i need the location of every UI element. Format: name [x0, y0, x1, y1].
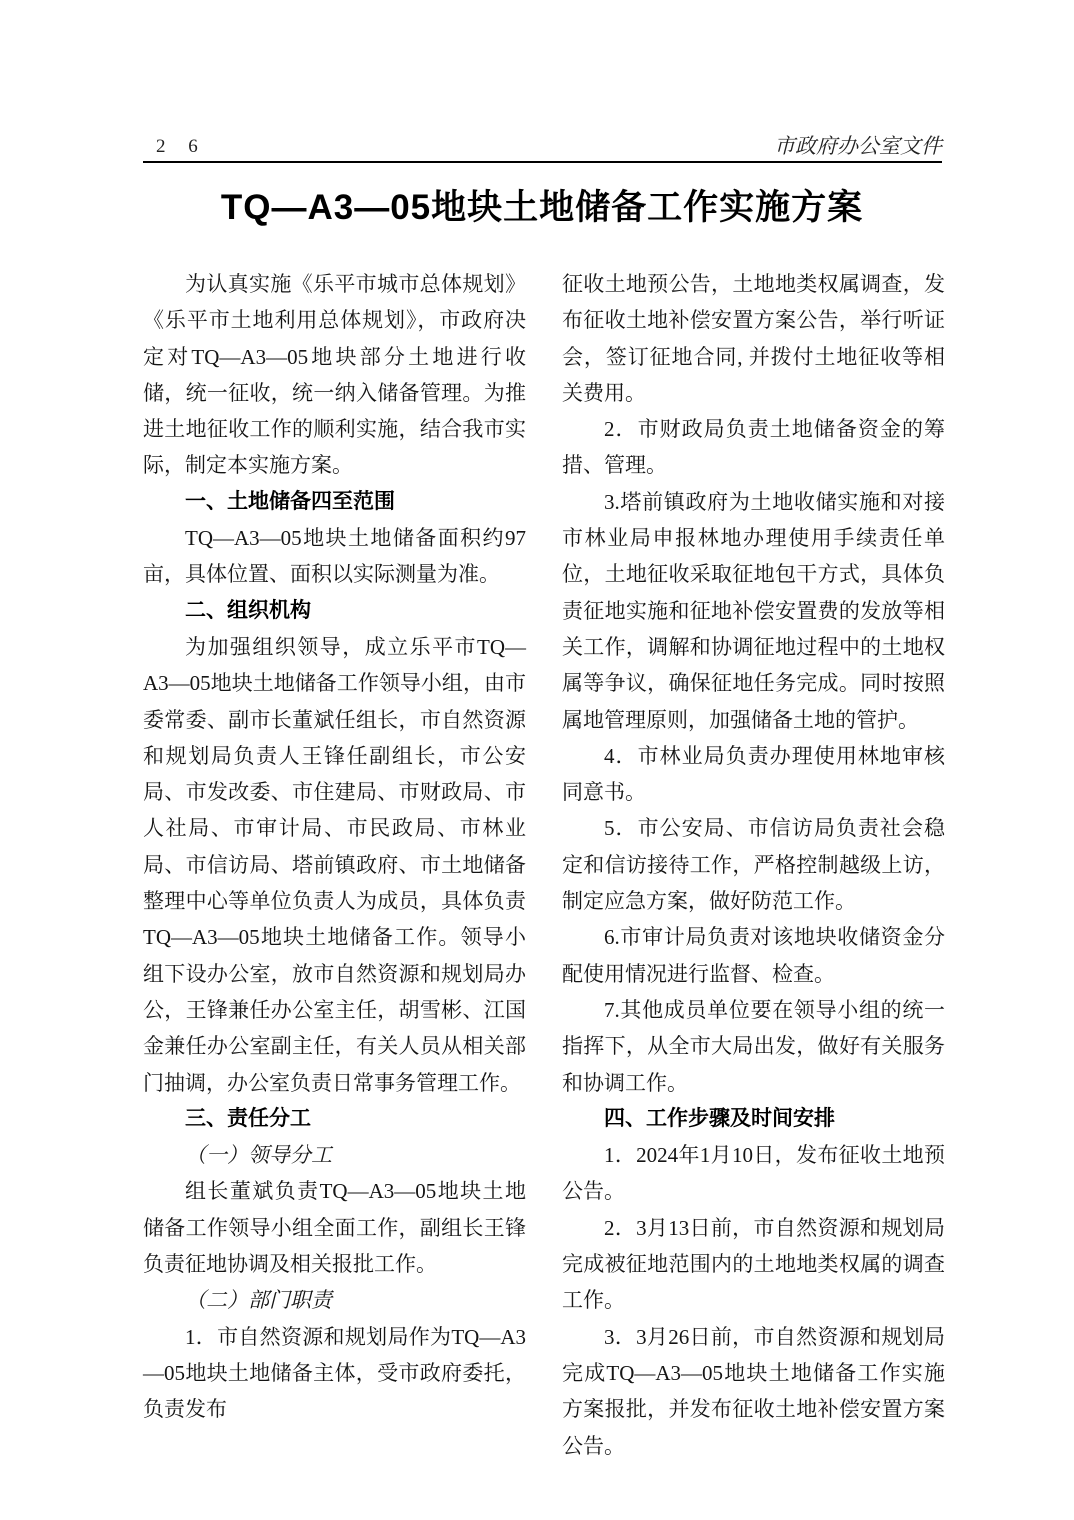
body-columns: [143, 266, 945, 1464]
body-paragraph: 1．2024年1月10日，发布征收土地预公告。: [562, 1143, 945, 1204]
body-paragraph: 1．市自然资源和规划局作为TQ—A3—05地块土地储备主体，受市政府委托，负责发布: [143, 1324, 526, 1422]
header-rule: [143, 161, 942, 163]
page-number: 2 6: [156, 136, 207, 157]
body-paragraph: 7.其他成员单位要在领导小组的统一指挥下，从全市大局出发，做好有关服务和协调工作。: [562, 997, 945, 1095]
body-paragraph: 3．3月26日前，市自然资源和规划局完成TQ—A3—05地块土地储备工作实施方案报批，并发布征收土地补偿安置方案公告。: [562, 1324, 945, 1458]
body-paragraph: 5．市公安局、市信访局负责社会稳定和信访接待工作，严格控制越级上访，制定应急方案，做好防范工作。: [562, 816, 945, 914]
header-label: 市政府办公室文件: [774, 134, 942, 158]
left-column: [143, 266, 526, 1464]
sub-heading: （一）领导分工: [185, 1143, 332, 1168]
body-paragraph: 6.市审计局负责对该地块收储资金分配使用情况进行监督、检查。: [562, 925, 945, 986]
body-paragraph: 征收土地预公告，土地地类权属调查，发布征收土地补偿安置方案公告，举行听证会，签订征地合同, 并拨付土地征收等相关费用。: [562, 272, 945, 405]
body-paragraph: 为认真实施《乐平市城市总体规划》《乐平市土地利用总体规划》，市政府决定对TQ—A3—05地块部分土地进行收储，统一征收，统一纳入储备管理。为推进土地征收工作的顺利实施，结合我市实际，制定本实施方案。: [143, 272, 526, 478]
section-heading: 二、组织机构: [185, 598, 311, 622]
body-paragraph: 4．市林业局负责办理使用林地审核同意书。: [562, 743, 945, 805]
body-paragraph: 3.塔前镇政府为土地收储实施和对接市林业局申报林地办理使用手续责任单位，土地征收采取征地包干方式，具体负责征地实施和征地补偿安置费的发放等相关工作，调解和协调征地过程中的土地权属等争议，确保征地任务完成。同时按照属地管理原则，加强储备土地的管护。: [562, 489, 945, 732]
body-paragraph: 为加强组织领导，成立乐平市TQ—A3—05地块土地储备工作领导小组，由市委常委、副市长董斌任组长，市自然资源和规划局负责人王锋任副组长，市公安局、市发改委、市住建局、市财政局、市人社局、市审计局、市民政局、市林业局、市信访局、塔前镇政府、市土地储备整理中心等单位负责人为成员，具体负责TQ—A3—05地块土地储备工作。领导小组下设办公室，放市自然资源和规划局办公，王锋兼任办公室主任，胡雪彬、江国金兼任办公室副主任，有关人员从相关部门抽调，办公室负责日常事务管理工作。: [143, 634, 526, 1095]
section-heading: 四、工作步骤及时间安排: [604, 1106, 835, 1130]
sub-heading: （二）部门职责: [185, 1288, 332, 1313]
body-paragraph: 2．3月13日前，市自然资源和规划局完成被征地范围内的土地地类权属的调查工作。: [562, 1215, 945, 1313]
document-title: TQ—A3—05地块土地储备工作实施方案: [220, 188, 864, 227]
section-heading: 三、责任分工: [185, 1106, 311, 1130]
body-paragraph: 2．市财政局负责土地储备资金的筹措、管理。: [562, 417, 945, 478]
right-column: [562, 266, 945, 1464]
section-heading: 一、土地储备四至范围: [185, 489, 395, 513]
body-paragraph: 组长董斌负责TQ—A3—05地块土地储备工作领导小组全面工作，副组长王锋负责征地协调及相关报批工作。: [143, 1179, 526, 1277]
body-paragraph: TQ—A3—05地块土地储备面积约97亩，具体位置、面积以实际测量为准。: [143, 526, 526, 587]
